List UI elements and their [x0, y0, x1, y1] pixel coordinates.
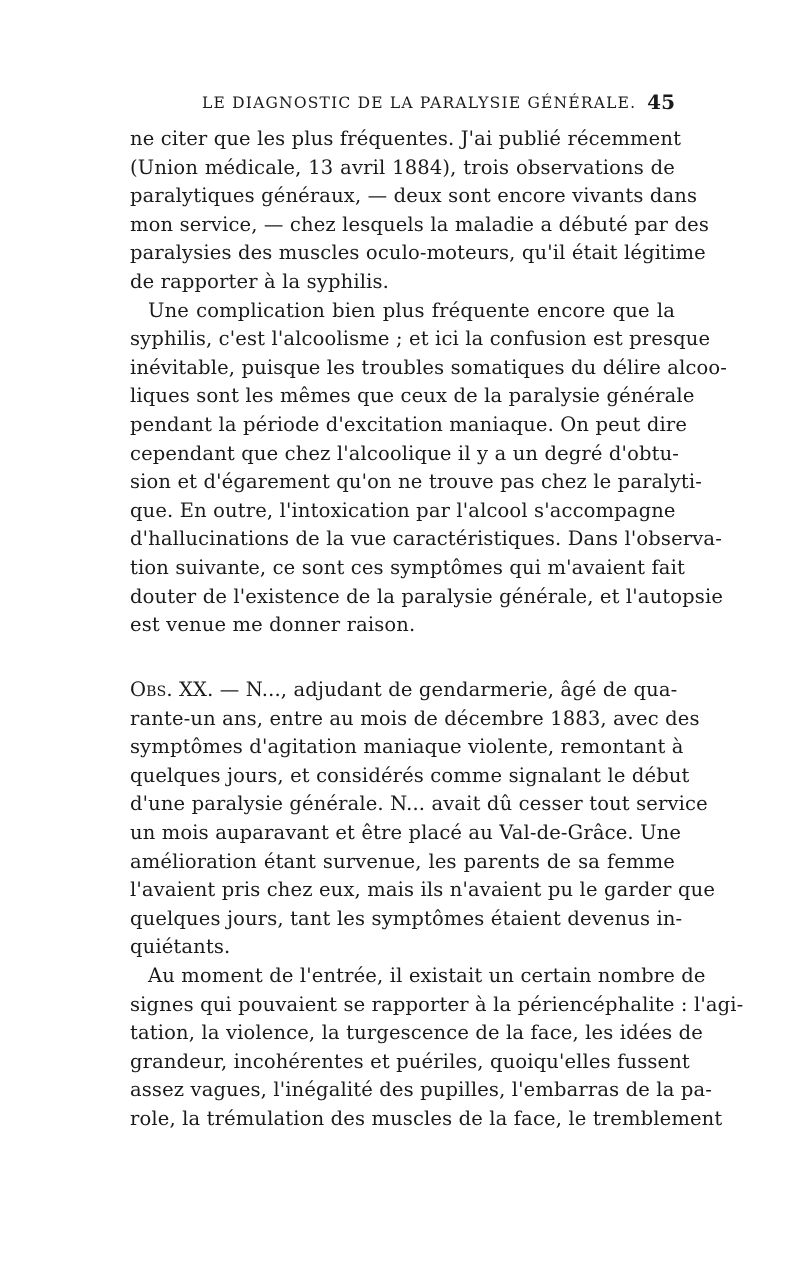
text-line: que. En outre, l'intoxication par l'alcool s'accompagne	[130, 498, 676, 522]
text-line: tation, la violence, la turgescence de la face, les idées de	[130, 1021, 703, 1045]
text-line: un mois auparavant et être placé au Val-de-Grâce. Une	[130, 820, 682, 844]
text-line	[130, 676, 678, 705]
text-line: d'une paralysie générale. N... avait dû cesser tout service	[130, 792, 708, 816]
text-line: l'avaient pris chez eux, mais ils n'avaient pu le garder que	[130, 878, 716, 902]
text-line: amélioration étant survenue, les parents de sa femme	[130, 849, 675, 873]
text-line: de rapporter à la syphilis.	[130, 269, 390, 293]
text-line: syphilis, c'est l'alcoolisme ; et ici la confusion est presque	[130, 327, 711, 351]
text-line: paralysies des muscles oculo-moteurs, qu'il était légitime	[130, 241, 706, 265]
text-line: sion et d'égarement qu'on ne trouve pas chez le paralyti-	[130, 470, 703, 494]
text-line: douter de l'existence de la paralysie générale, et l'autopsie	[130, 584, 724, 608]
text-line: Au moment de l'entrée, il existait un certain nombre de	[148, 963, 706, 987]
observation-label: Obs. XX.	[130, 678, 214, 701]
text-line: assez vagues, l'inégalité des pupilles, l'embarras de la pa-	[130, 1078, 712, 1102]
text-line: paralytiques généraux, — deux sont encore vivants dans	[130, 184, 698, 208]
text-line: grandeur, incohérentes et puériles, quoiqu'elles fussent	[130, 1049, 690, 1073]
observation-section	[130, 676, 744, 1134]
text-line: inévitable, puisque les troubles somatiques du délire alcoo-	[130, 355, 728, 379]
text-line: symptômes d'agitation maniaque violente, remontant à	[130, 735, 684, 759]
body-text-section-1	[130, 125, 728, 640]
text-line: mon service, — chez lesquels la maladie a débuté par des	[130, 212, 709, 236]
text-line: Une complication bien plus fréquente encore que la	[148, 298, 675, 322]
text-line: rante-un ans, entre au mois de décembre 1883, avec des	[130, 706, 700, 730]
text-line: liques sont les mêmes que ceux de la paralysie générale	[130, 384, 695, 408]
text-line: quiétants.	[130, 935, 231, 959]
text-line: quelques jours, et considérés comme signalant le début	[130, 763, 690, 787]
text-line: ne citer que les plus fréquentes. J'ai publié récemment	[130, 127, 682, 150]
text-line: cependant que chez l'alcoolique il y a un degré d'obtu-	[130, 441, 680, 465]
text-line: pendant la période d'excitation maniaque. On peut dire	[130, 412, 688, 436]
text-line: signes qui pouvaient se rapporter à la périencéphalite : l'agi-	[130, 992, 744, 1016]
text-line: role, la trémulation des muscles de la face, le tremblement	[130, 1106, 723, 1130]
running-head: LE DIAGNOSTIC DE LA PARALYSIE GÉNÉRALE.	[202, 94, 637, 112]
text-line: quelques jours, tant les symptômes étaient devenus in-	[130, 906, 683, 930]
text-line: est venue me donner raison.	[130, 613, 416, 637]
text-line-rest: — N..., adjudant de gendarmerie, âgé de qua-	[213, 678, 678, 701]
text-line: d'hallucinations de la vue caractéristiques. Dans l'observa-	[130, 527, 722, 551]
page-number: 45	[647, 90, 675, 114]
text-line: (Union médicale, 13 avril 1884), trois observations de	[130, 155, 675, 179]
text-line: tion suivante, ce sont ces symptômes qui m'avaient fait	[130, 555, 685, 579]
page-header	[130, 88, 675, 118]
